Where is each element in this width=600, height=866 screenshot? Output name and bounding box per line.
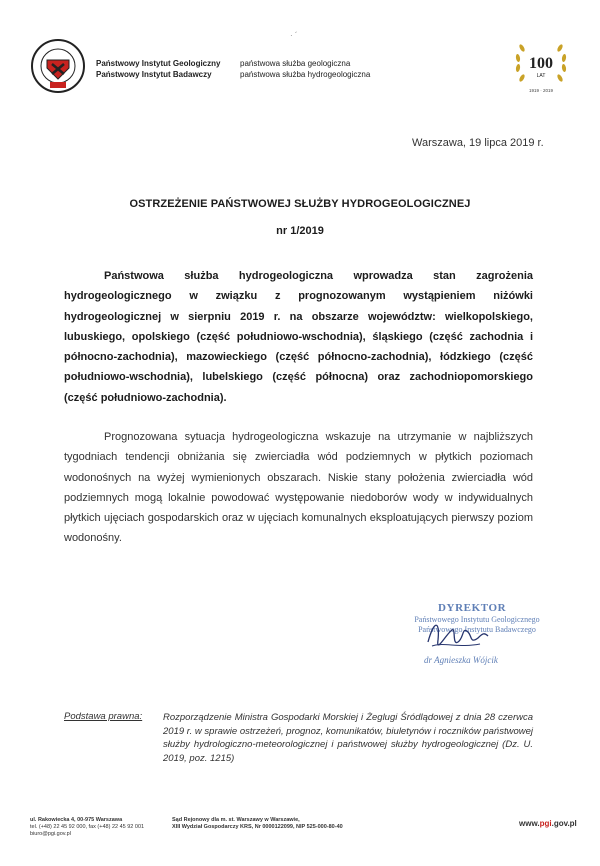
scan-mark: · ´	[290, 31, 298, 40]
anniversary-word: LAT	[536, 73, 546, 79]
footer-registration: Sąd Rejonowy dla m. st. Warszawy w Warszawie, XIII Wydział Gospodarczy KRS, Nr 0000122099, NIP 525-000-80-40	[172, 817, 343, 830]
service-name: państwowa służba geologiczna państwowa służba hydrogeologiczna	[240, 59, 371, 79]
signature-name: dr Agnieszka Wójcik	[424, 655, 498, 665]
paragraph-warning	[64, 266, 533, 408]
footer-website-link[interactable]: www.pgi.gov.pl	[519, 819, 577, 828]
signature-title: DYREKTOR	[438, 602, 507, 614]
document-title: OSTRZEŻENIE PAŃSTWOWEJ SŁUŻBY HYDROGEOLOGICZNEJ	[129, 198, 471, 210]
anniversary-years: 1919 · 2019	[528, 88, 554, 93]
footer-address: ul. Rakowiecka 4, 00-975 Warszawa tel. (+48) 22 45 92 000, fax (+48) 22 45 92 001 biuro@pgi.gov.pl	[30, 817, 145, 837]
signature-organization: Państwowego Instytutu Geologicznego Państwowego Instytutu Badawczego	[414, 615, 540, 634]
legal-basis-text: Rozporządzenie Ministra Gospodarki Morskiej i Żeglugi Śródlądowej z dnia 28 czerwca 2019 r. w sprawie ostrzeżeń, prognoz, komunikatów, biuletynów i roczników państwowej służby hydrologiczno-meteorologicznej i państwowej służby hydrogeologicznej (Dz. U. 2019, poz. 1215)	[163, 712, 533, 764]
document-number: nr 1/2019	[276, 225, 324, 237]
place-date: Warszawa, 19 lipca 2019 r.	[412, 137, 544, 149]
legal-basis-label: Podstawa prawna:	[64, 711, 143, 722]
anniversary-100-emblem	[508, 30, 574, 100]
paragraph-text: Prognozowana sytuacja hydrogeologiczna wskazuje na utrzymanie w najbliższych tygodniach tendencji obniżania się zwierciadła wód podziemnych w płytkich poziomach wodonośnych na wyżej wymienionych obszarach. Niskie stany położenia zwierciadła wód podziemnych mogą lokalnie powodować występowanie niedoborów wody w indywidualnych płytkich ujęciach gospodarskich oraz w ujęciach komunalnych eksploatujących pierwszy poziom wodonośny.	[64, 431, 533, 545]
anniversary-number: 100	[529, 55, 553, 72]
paragraph-forecast	[64, 427, 533, 549]
pgi-logo	[30, 38, 86, 94]
paragraph-text: Państwowa służba hydrogeologiczna wprowadza stan zagrożenia hydrogeologicznego w związku z prognozowanym wystąpieniem niżówki hydrogeologicznej w sierpniu 2019 r. na obszarze województw: wielkopolskiego, lubuskiego, opolskiego (część południowo-wschodnia), śląskiego (część zachodnia i północno-zachodnia), mazowieckiego (część północno-zachodnia), łódzkiego (część południowo-wschodnia), lubelskiego (część północna) oraz zachodniopomorskiego (część południowo-zachodnia).	[64, 270, 533, 404]
institute-name: Państwowy Instytut Geologiczny Państwowy Instytut Badawczy	[96, 59, 221, 79]
